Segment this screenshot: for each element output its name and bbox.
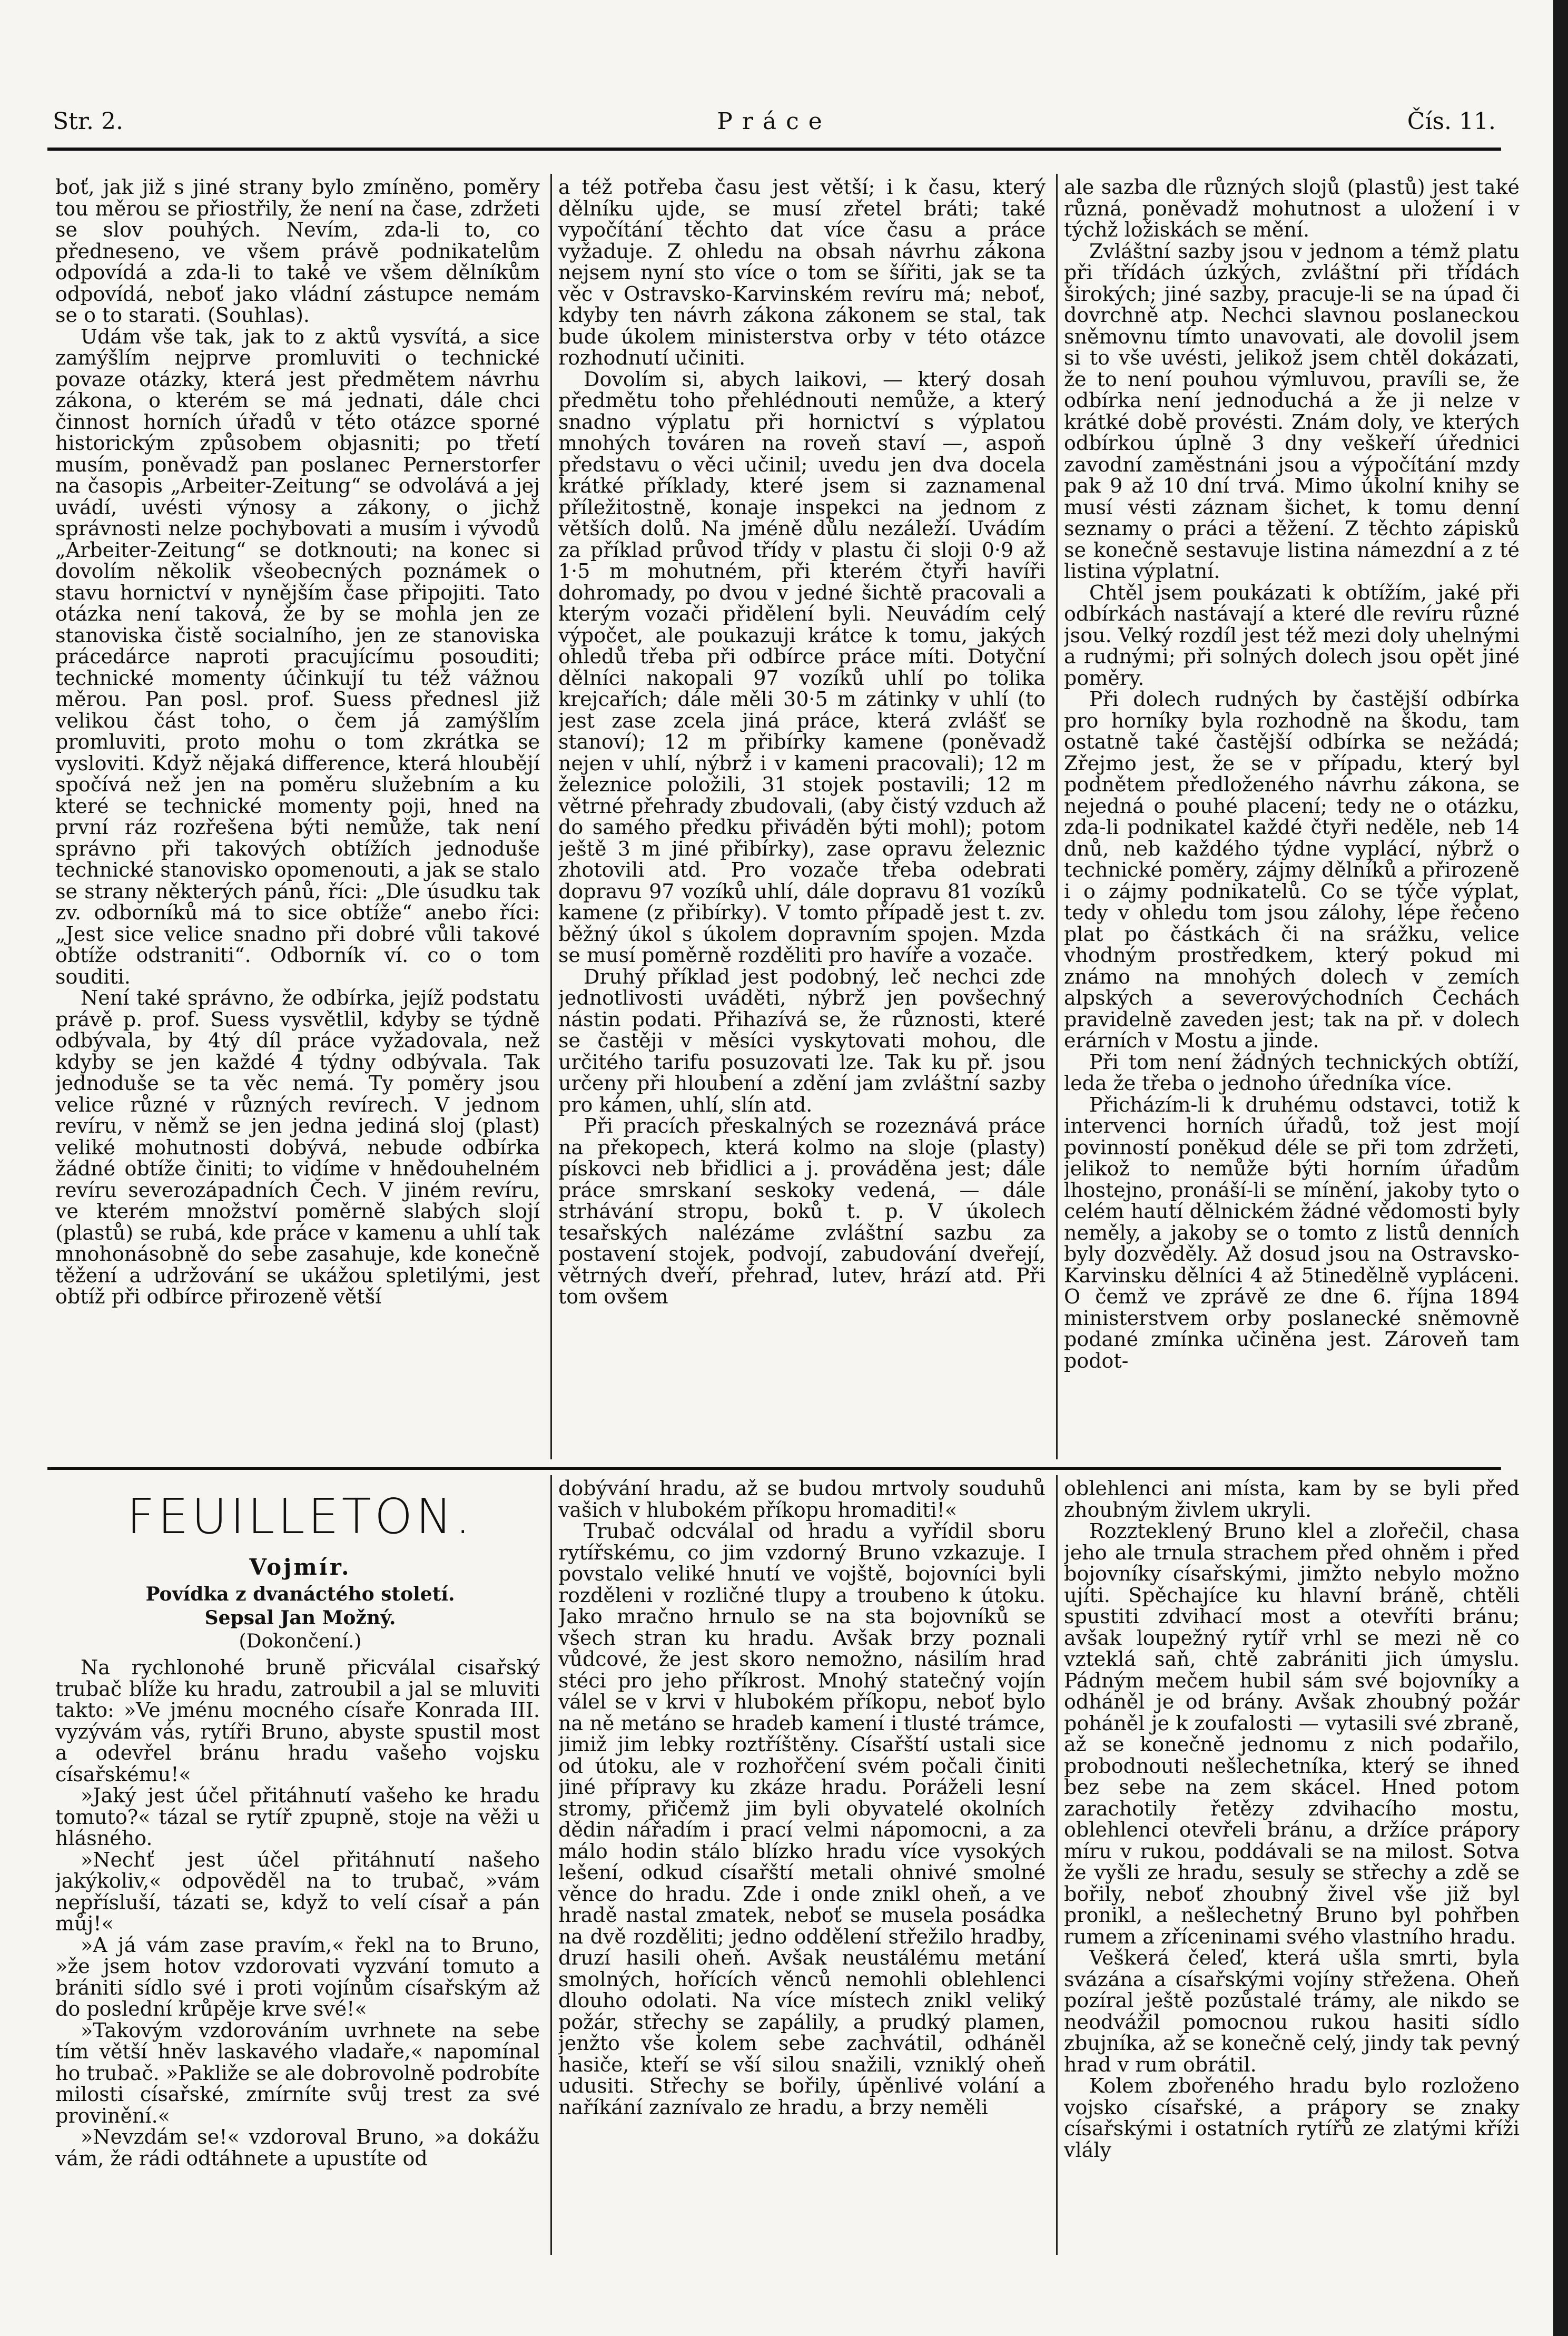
column-3 [1064,176,1520,1454]
feuilleton-column-1 [55,1657,540,2258]
paragraph: a též potřeba času jest větší; i k času, který dělníku ujde, se musí zřetel bráti; také vypočítání těchto dat více času a práce vyžaduje. Z ohledu na obsah návrhu zákona nejsem nyní sto více o tom se šířiti, jak se ta věc v Ostravsko-Karvinském revíru má; neboť, kdyby ten návrh zákona zákonem se stal, tak bude úkolem ministerstva orby v této otázce rozhodnutí učiniti. [558,176,1046,369]
column-separator [550,174,552,1459]
paragraph: Udám vše tak, jak to z aktů vysvítá, a sice zamýšlím nejprve promluviti o technické povaze otázky, která jest předmětem návrhu zákona, o kterém se má jednati, dále chci činnost horních úřadů v této otázce sporné historickým způsobem objasniti; po třetí musím, poněvadž pan poslanec Pernerstorfer na časopis „Arbeiter-Zeitung“ se odvolává a jej uvádí, uvésti výnosy a zákony, o jichž správnosti nelze pochybovati a musím i vývodů „Arbeiter-Zeitung“ se dotknouti; na konec si dovolím několik všeobecných poznámek o stavu hornictví v nynějším čase připojiti. Tato otázka není taková, že by se mohla jen ze stanoviska čistě socialního, jen ze stanoviska prácedárce naproti pracujícímu posouditi; technické momenty účinkují tu též vážnou měrou. Pan posl. prof. Suess přednesl již velikou část toho, o čem já zamýšlím promluviti, proto mohu o tom zkrátka se vysloviti. Když nějaká difference, která hloubějí spočívá než jen na poměru služebním a ku které se technické momenty poji, hned na první ráz rozřešena býti nemůže, tak není správno při takových obtížích jednoduše technické stanovisko opomenouti, a jak se stalo se strany některých pánů, říci: „Dle úsudku tak zv. odborníků má to sice obtíže“ anebo říci: „Jest sice velice snadno při dobré vůli takové obtíže odstraniti“. Odborník ví. co o tom souditi. [55,325,540,988]
column-separator [1056,1475,1058,2255]
paragraph: Chtěl jsem poukázati k obtížím, jaké při odbírkách nastávají a které dle revíru různé jsou. Velký rozdíl jest též mezi doly uhelnými a rudnými; při solných dolech jsou opět jiné poměry. [1064,581,1520,690]
paragraph: Na rychlonohé bruně přicválal cisařský trubač blíže ku hradu, zatroubil a jal se mluviti takto: »Ve jménu mocného císaře Konrada III. vyzývám vás, rytíři Bruno, abyste spustil most a odevřel bránu hradu vašeho vojsku císařskému!« [55,1657,540,1786]
story-author: Sepsal Jan Možný. [204,1607,396,1629]
paragraph: boť, jak již s jiné strany bylo zmíněno, poměry tou měrou se přiostřily, že není na čase, zdržeti se slov pouhých. Nevím, zda-li to, co předneseno, ve všem právě podnikatelům odpovídá a zda-li to také ve všem dělníkům odpovídá, neboť jako vládní zástupce nemám se o to starati. (Souhlas). [55,176,540,327]
page-header [47,108,1501,145]
feuilleton-heading: FEUILLETON. [126,1488,474,1545]
story-part: (Dokončení.) [239,1631,362,1652]
paragraph: »Jaký jest účel přitáhnutí vašeho ke hradu tomuto?« tázal se rytíř zpupně, stoje na věži u hlásného. [55,1784,540,1850]
paragraph: Veškerá čeleď, která ušla smrti, byla svázána a císařskými vojíny střežena. Oheň pozíral ještě pozůstalé trámy, ale nikdo se neodvážil pomocnou rukou hasiti sídlo zbujníka, až se konečně celý, jindy tak pevný hrad v rum obrátil. [1064,1946,1520,2076]
newspaper-title: Práce [717,108,832,135]
paragraph: Dovolím si, abych laikovi, — který dosah předmětu toho přehlédnouti nemůže, a který snadno výplatu při hornictví s výplatou mnohých továren na roveň staví —, aspoň představu o věci učinil; uvedu jen dva docela krátké příklady, které jsem si zaznamenal příležitostně, konaje inspekci na jednom z větších dolů. Na jméně důlu nezáleží. Uvádím za příklad průvod třídy v plastu či sloji 0·9 až 1·5 m mohutném, při kterém čtyři havíři dohromady, po dvou v jedné šichtě pracovali a kterým vozači přidělení byli. Neuvádím celý výpočet, ale poukazuji krátce k tomu, jakých ohledů třeba při odbírce práce míti. Dotyční dělníci nakopali 97 vozíků uhlí po tolika krejcařích; dále měli 30·5 m zátinky v uhlí (to jest zase zcela jiná práce, která zvlášť se stanoví); 12 m přibírky kamene (poněvadž nejen v uhlí, nýbrž i v kameni pracovali); 12 m železnice položili, 31 stojek postavili; 12 m větrné přehrady zbudovali, (aby čistý vzduch až do samého předku přiváděn býti mohl); potom ještě 3 m jiné přibírky), zase opravu železnic zhotovili atd. Pro vozače třeba odebrati dopravu 97 vozíků uhlí, dále dopravu 81 vozíků kamene (z přibírky). V tomto případě jest t. zv. běžný úkol s úkolem dopravním spojen. Mzda se musí poměrně rozděliti pro havíře a vozače. [558,367,1046,967]
column-2 [558,176,1046,1454]
paragraph: Přicházím-li k druhému odstavci, totiž k intervenci horních úřadů, tož jest mojí povinností poněkud déle se při tom zdržeti, jelikož to nemůže býti horním úřadům lhostejno, pronáší-li se mínění, jakoby tyto o celém hautí dělnickém žádné vědomosti byly neměly, a jakoby se o tomto z listů denních byly dozvěděly. Až dosud jsou na Ostravsko-Karvinsku dělníci 4 až 5tinedělně vypláceni. O čemž ve zprávě ze dne 6. října 1894 ministerstvem orby poslanecké sněmovně podané zmínka učiněna jest. Zároveň tam podot- [1064,1093,1520,1372]
paragraph: »A já vám zase pravím,« řekl na to Bruno, »že jsem hotov vzdorovati vyzvání tomuto a brániti sídlo své i proti vojínům císařským až do poslední krůpěje krve své!« [55,1933,540,2020]
paragraph: »Nechť jest účel přitáhnutí našeho jakýkoliv,« odpověděl na to trubač, »vám nepřísluší, tázati se, když to velí císař a pán můj!« [55,1848,540,1935]
page-number: Str. 2. [53,108,123,135]
paragraph: Trubač odcválal od hradu a vyřídil sboru rytířskému, co jim vzdorný Bruno vzkazuje. I povstalo veliké hnutí ve vojště, bojovníci byli rozděleni v rozličné tlupy a troubeno k útoku. Jako mračno hrnulo se na sta bojovníků se všech stran ku hradu. Avšak brzy poznali vůdcové, že jest skoro nemožno, násilím hrad stéci pro jeho příkrost. Mnohý statečný vojín válel se v krvi v hlubokém příkopu, neboť bylo na ně metáno se hradeb kamení i tlusté trámce, jimiž jim lebky roztříštěny. Císařští ustali sice od útoku, ale v rozhořčení svém počali činiti jiné přípravy ku zkáze hradu. Poráželi lesní stromy, přičemž jim byli obyvatelé okolních dědin nářadím i prací velmi nápomocni, a za málo hodin stálo blízko hradu více vysokých lešení, odkud císařští metali ohnivé smolné věnce do hradu. Zde i onde znikl oheň, a ve hradě nastal zmatek, neboť se musela posádka na dvě rozděliti; jedno oddělení střežilo hradby, druzí hasili oheň. Avšak neustálému metání smolných, hořících věnců nemohli oblehlenci dlouho odolati. Na více místech znikl veliký požár, střechy se zapálily, a prudký plamen, jenžto vše kolem sebe zachvátil, odháněl hasiče, kteří se vší silou snažili, vzniklý oheň udusiti. Střechy se bořily, úpěnlivé volání a naříkání zaznívalo ze hradu, a brzy neměli [558,1519,1046,2119]
paragraph: Druhý příklad jest podobný, leč nechci zde jednotlivosti uváděti, nýbrž jen povšechný nástin podati. Přihazívá se, že různosti, které se častěji v měsíci vyskytovati mohou, dle určitého tarifu posuzovati lze. Tak ku př. jsou určeny při hloubení a zdění jam zvláštní sazby pro kámen, uhlí, slín atd. [558,965,1046,1116]
column-1 [55,176,540,1454]
paragraph: Zvláštní sazby jsou v jednom a témž platu při třídách úzkých, zvláštní při třídách širokých; jiné sazby, pracuje-li se na úpad či dovrchně atp. Nechci slavnou poslaneckou sněmovnu tímto unavovati, ale dovolil jsem si to vše uvésti, jelikož jsem chtěl dokázati, že to není pouhou výmluvou, pravíli se, že odbírka není jednoduchá a že ji nelze v krátké době provésti. Znám doly, ve kterých odbírkou úplně 3 dny veškeří úřednici zavodní zaměstnáni jsou a výpočítání mzdy pak 9 až 10 dní trvá. Mimo úkolní knihy se musí vésti záznam šichet, k tomu denní seznamy o práci a těžení. Z těchto zápisků se konečně sestavuje listina námezdní a z té listina výplatní. [1064,239,1520,583]
header-rule [47,148,1501,151]
paragraph: Rozzteklený Bruno klel a zlořečil, chasa jeho ale trnula strachem před ohněm i před bojovníky císařskými, jimžto nebylo možno ujíti. Spěchajíce ku hlavní bráně, chtěli spustiti zdvihací most a otevříti bránu; avšak loupežný rytíř vrhl se mezi ně co vzteklá saň, chtě zabrániti jich úmyslu. Pádným mečem hubil sám své bojovníky a odháněl je od brány. Avšak zhoubný požár poháněl je k zoufalosti — vytasili své zbraně, až se konečně jednomu z nich podařilo, probodnouti nešlechetníka, který se ihned bez sebe na zem skácel. Hned potom zarachotily řetězy zdvihacího mostu, oblehlenci otevřeli bránu, a držíce prápory míru v rukou, poddávali se na milost. Sotva že vyšli ze hradu, sesuly se střechy a zdě se bořily, neboť zhoubný živel vše již byl pronikl, a nešlechetný Bruno byl pohřben rumem a zříceninami svého vlastního hradu. [1064,1519,1520,1948]
paragraph: ale sazba dle různých slojů (plastů) jest také různá, poněvadž mohutnost a uložení i v týchž ložiskách se mění. [1064,176,1520,241]
paragraph: oblehlenci ani místa, kam by se byli před zhoubným živlem ukryli. [1064,1478,1520,1522]
paragraph: dobývání hradu, až se budou mrtvoly souduhů vašich v hlubokém příkopu hromaditi!« [558,1478,1046,1522]
paragraph: Při pracích přeskalných se rozeznává práce na překopech, která kolmo na sloje (plasty) pískovci neb břidlici a j. prováděna jest; dále práce smrskaní seskoky vedená, — dále strhávání stropu, boků t. p. V úkolech tesařských nalézáme zvláštní sazbu za postavení stojek, podvojí, zabudování dveřejí, větrných dveří, přehrad, lutev, hrází atd. Při tom ovšem [558,1114,1046,1308]
paragraph: »Nevzdám se!« vzdoroval Bruno, »a dokážu vám, že rádi odtáhnete a upustíte od [55,2125,540,2170]
page-edge-shadow [1553,0,1568,2336]
column-separator [550,1475,552,2255]
feuilleton-column-2 [558,1478,1046,2258]
paragraph: Při tom není žádných technických obtíží, leda že třeba o jednoho úředníka více. [1064,1050,1520,1095]
feuilleton-rule [47,1467,1501,1470]
issue-number: Čís. 11. [1407,108,1496,135]
story-title: Vojmír. [249,1554,351,1580]
paragraph: Kolem zbořeného hradu bylo rozloženo vojsko císařské, a prápory se znaky císařskými i ostatních rytířů ze zlatými kříži vlály [1064,2074,1520,2162]
column-separator [1056,174,1058,1459]
paragraph: Není také správno, že odbírka, jejíž podstatu právě p. prof. Suess vysvětlil, kdyby se týdně odbývala, by 4tý díl práce vyžadovala, než kdyby se jen každé 4 týdny odbývala. Tak jednoduše se ta věc nemá. Ty poměry jsou velice různé v různých revírech. V jednom revíru, v němž se jen jedna jediná sloj (plast) veliké mohutnosti dobývá, nebude odbírka žádné obtíže činiti; to vidíme v hnědouhelném revíru severozápadních Čech. V jiném revíru, ve kterém množství poměrně slabých slojí (plastů) se rubá, kde práce v kamenu a uhlí tak mnohonásobně do sebe zasahuje, kde konečně těžení a udržování se ukážou spletilými, jest obtíž při odbírce přirozeně větší [55,986,540,1308]
paragraph: »Takovým vzdorováním uvrhnete na sebe tím větší hněv laskavého vladaře,« napomínal ho trubač. »Pakliže se ale dobrovolně podrobíte milosti císařské, zmírníte svůj trest za své provinění.« [55,2018,540,2127]
story-subtitle: Povídka z dvanáctého století. [145,1583,455,1605]
feuilleton-column-3 [1064,1478,1520,2258]
paragraph: Při dolech rudných by častější odbírka pro horníky byla rozhodně na škodu, tam ostatně také častější odbírka se nežádá; Zřejmo jest, že se v případu, který byl podnětem předloženého návrhu zákona, se nejedná o pouhé placení; tedy ne o otázku, zda-li podnikatel každé čtyři neděle, neb 14 dnů, neb každého týdne vyplácí, nýbrž o technické poměry, zájmy dělníků a přirozeně i o zájmy podnikatelů. Co se týče výplat, tedy v ohledu tom jsou zálohy, lépe řečeno plat po částkách či na srážku, velice vhodným prostředkem, který pokud mi známo na mnohých dolech v zemích alpských a severovýchodních Čechách pravidelně zaveden jest; tak na př. v dolech erárních v Mostu a jinde. [1064,688,1520,1052]
